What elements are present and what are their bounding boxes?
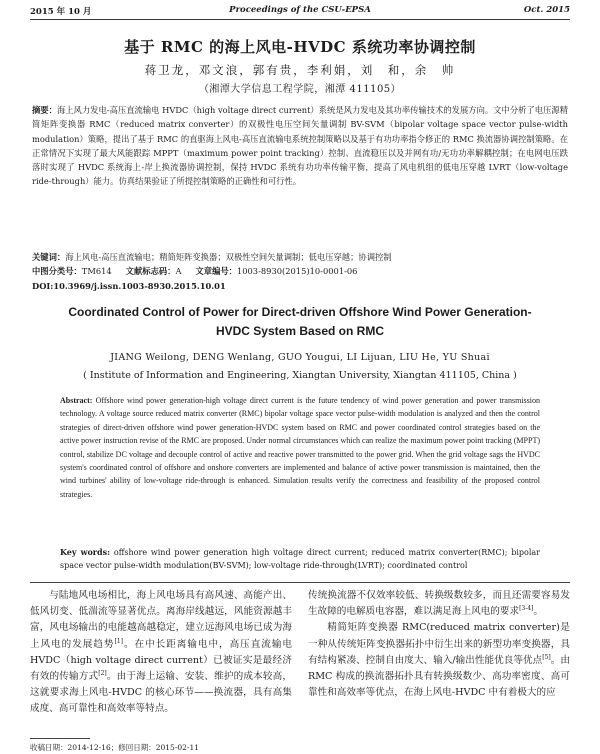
cn-classification <box>32 265 568 277</box>
art-value: 1003-8930(2015)10-0001-06 <box>236 266 358 276</box>
clc-value: TM614 <box>81 266 112 276</box>
footnote-rule <box>30 738 90 739</box>
doc-label: 文献标志码： <box>125 266 176 276</box>
doi-line <box>32 280 568 292</box>
en-authors: JIANG Weilong, DENG Wenlang, GUO Yougui, LI Lijuan, LIU He, YU Shuai <box>110 352 490 363</box>
en-affiliation: ( Institute of Information and Engineering, Xiangtan University, Xiangtan 411105, China ) <box>83 370 517 381</box>
clc-label: 中图分类号： <box>32 266 82 276</box>
intro-paragraph-cont <box>308 588 570 620</box>
intro-text-4-end: 。 <box>533 606 543 618</box>
rmc-paragraph <box>308 620 570 701</box>
rmc-text-2: 。由 RMC 构成的换流器拓扑具有转换级数少、高功率密度、高可靠性和高效率等优点，在海上风电-HVDC 中有着极大的应 <box>308 654 570 699</box>
en-title: Coordinated Control of Power for Direct-driven Offshore Wind Power Generation-HVDC System Based on RMC <box>68 305 532 338</box>
cn-abstract <box>32 103 568 189</box>
body-column-left <box>30 588 292 718</box>
header-rule <box>30 19 570 20</box>
en-abstract <box>60 394 540 501</box>
doc-value: A <box>175 266 182 276</box>
cn-authors: 蒋卫龙，邓文浪，郭有贵，李利娟，刘 和，余 帅 <box>144 63 456 77</box>
rmc-text-1: 精简矩阵变换器 RMC(reduced matrix converter)是一种从传统矩阵变换器拓扑中衍生出来的新型功率变换器，具有结构紧凑、控制自由度大、输入/输出性能优良等优点 <box>308 622 570 666</box>
cn-affiliation: （湘潭大学信息工程学院，湘潭 411105） <box>198 84 402 95</box>
cn-keywords-label: 关键词： <box>32 252 66 262</box>
body-column-right <box>308 588 570 701</box>
citation-ref: [3-4] <box>519 605 534 613</box>
doi-value: 10.3969/j.issn.1003-8930.2015.10.01 <box>53 281 226 291</box>
intro-text-1: 与陆地风电场相比，海上风电场具有高风速、高能产出、低风切变、低湍流等显著优点。离海岸线越远，风能资源越丰富，风电场输出的电能越高越稳定，建立远海风电场已成为海上风电的发展趋势 <box>30 590 292 650</box>
cn-title: 基于 RMC 的海上风电-HVDC 系统功率协调控制 <box>124 38 476 56</box>
section-divider <box>30 582 570 583</box>
en-abstract-text: Offshore wind power generation-high voltage direct current is the future tendency of wind power generation and power transmission technology. A voltage source reduced matrix converter (RMC) bipolar voltage space vector pulse-width modulation is analyzed and then the control strategies of direct-driven offshore wind power generation-HVDC system based on RMC and power coordinated control strategies based on the active power instruction revise of the RMC are proposed. Under normal circumstances which can realize the maximum power point tracking (MPPT) control, stabilize DC voltage and decouple control of active and reactive power transmitted to the power grid. When the grid voltage sags the HVDC system's coordinated control of offshore and onshore converters are implemented and balance of active power transmission is maintained, then the wind turbines' ability of low-voltage ride-through is enhanced. Simulation results verify the correctness and feasibility of the proposed control strategies. <box>60 396 540 499</box>
header-issue: Oct. 2015 <box>523 5 570 15</box>
cn-abstract-text: 海上风力发电-高压直流输电 HVDC（high voltage direct current）系统是风力发电及其功率传输技术的发展方向。文中分析了电压源精简矩阵变换器 RMC（reduced matrix converter）的双极性电压空间矢量调制 BV-SVM（bipolar voltage space vector pulse-width modulation）策略，提出了基于 RMC 的直驱海上风电-高压直流输电系统控制策略以及基于有功功率指令修正的 RMC 换流器协调控制策略。在正常情况下实现了最大风能跟踪 MPPT（maximum power point tracking）控制、直流稳压以及并网有功/无功功率解耦控制；在电网电压跌落时实现了 HVDC 系统海上-岸上换流器协调控制，保持 HVDC 系统有功功率传输平衡，提高了风电机组的低电压穿越 LVRT（low-voltage ride-through）能力。仿真结果验证了所提控制策略的正确性和可行性。 <box>32 105 568 187</box>
en-keywords-text: offshore wind power generation high voltage direct current; reduced matrix converter(RMC); bipolar space vector pulse-width modulation(BV-SVM); low-voltage ride-through(LVRT); coordinated control <box>60 548 540 571</box>
intro-paragraph <box>30 588 292 718</box>
en-abstract-label: Abstract: <box>60 396 93 405</box>
cn-abstract-label: 摘要： <box>32 105 57 115</box>
received-date: 收稿日期：2014-12-16；修回日期：2015-02-11 <box>30 743 199 752</box>
intro-text-4: 传统换流器不仅效率较低、转换级数较多，而且还需要容易发生故障的电解质电容器，难以满足海上风电的要求 <box>308 590 570 618</box>
header-date: 2015 年 10 月 <box>30 7 92 17</box>
citation-ref: [2] <box>98 670 107 678</box>
header-journal: Proceedings of the CSU-EPSA <box>229 5 371 15</box>
en-keywords <box>60 546 540 573</box>
intro-text-2: 。在中长距离输电中，高压直流输电 HVDC（high voltage direct current）已被证实是最经济有效的传输方式 <box>30 638 292 683</box>
cn-keywords-text: 海上风电-高压直流输电；精简矩阵变换器；双极性空间矢量调制；低电压穿越；协调控制 <box>65 252 392 262</box>
en-keywords-label: Key words: <box>60 547 111 557</box>
citation-ref: [1] <box>114 637 123 645</box>
running-header <box>0 0 600 22</box>
doi-label: DOI: <box>32 281 54 291</box>
cn-keywords <box>32 251 568 263</box>
art-label: 文章编号： <box>195 266 237 276</box>
intro-text-3: 。由于海上运输、安装、维护的成本较高，这就要求海上风电-HVDC 的核心环节——换流器，具有高集成度、高可靠性和高效率等特点。 <box>30 671 292 715</box>
citation-ref: [5] <box>542 653 551 661</box>
